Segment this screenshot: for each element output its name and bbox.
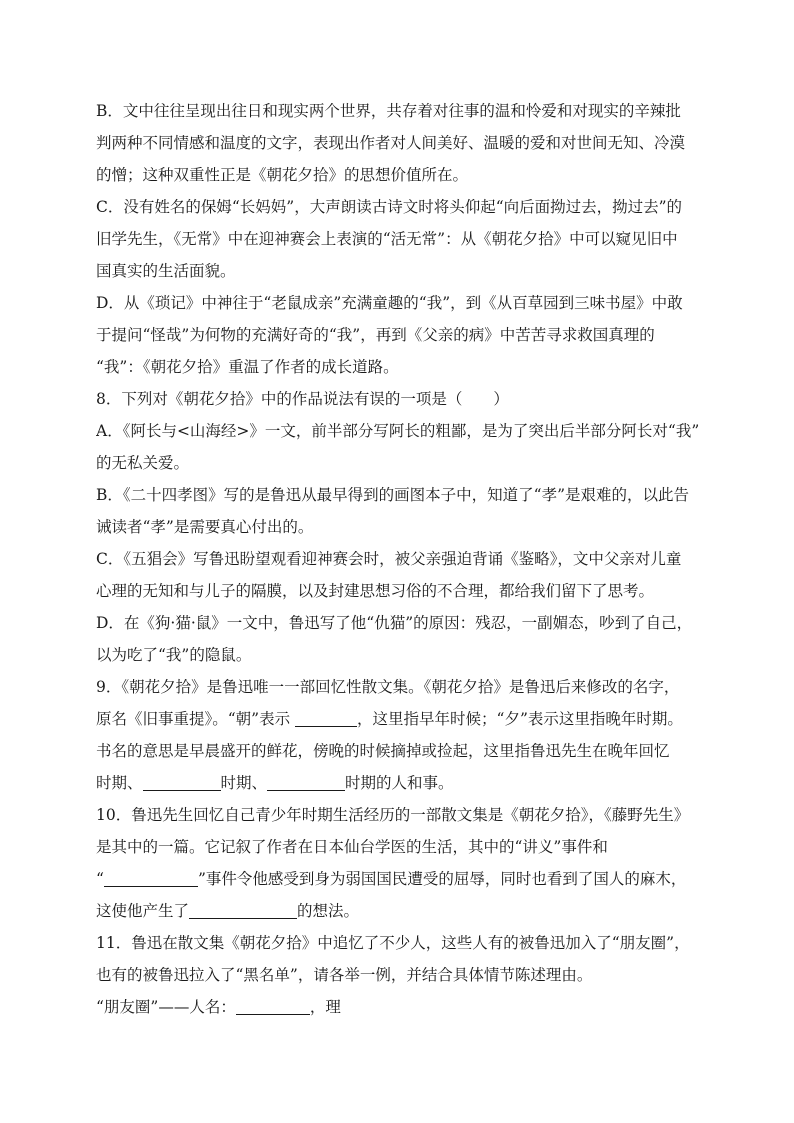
answer-blank[interactable]	[236, 996, 310, 1015]
text-line: B．《二十四孝图》写的是鲁迅从最早得到的画图本子中，知道了“孝”是艰难的，以此告	[96, 486, 689, 504]
answer-blank[interactable]	[104, 868, 198, 887]
question-11-line	[96, 991, 716, 1023]
text-line: 诫读者“孝”是需要真心付出的。	[96, 518, 314, 536]
question-9-line: 书名的意思是早晨盛开的鲜花，傍晚的时候摘掉或捡起，这里指鲁迅先生在晚年回忆	[96, 742, 670, 760]
question-11-stem: 11．鲁迅在散文集《朝花夕拾》中追忆了不少人，这些人有的被鲁迅加入了“朋友圈”，	[96, 934, 690, 952]
text-line: 于提问“怪哉”为何物的充满好奇的“我”，再到《父亲的病》中苦苦寻求救国真理的	[96, 326, 655, 344]
question-10-line: 是其中的一篇。它记叙了作者在日本仙台学医的生活，其中的“讲义”事件和	[96, 838, 608, 856]
text-segment: 这使他产生了	[96, 902, 190, 920]
text-segment: ，理	[309, 998, 341, 1016]
answer-blank[interactable]	[189, 900, 297, 919]
text-segment: 的想法。	[297, 902, 360, 920]
question-9-line	[96, 767, 716, 799]
text-line: 判两种不同情感和温度的文字，表现出作者对人间美好、温暖的爱和对世间无知、冷漠	[96, 134, 686, 152]
text-line: 以为吃了“我”的隐鼠。	[96, 646, 252, 664]
text-line: 心理的无知和与儿子的隔膜，以及封建思想习俗的不合理，都给我们留下了思考。	[96, 582, 655, 600]
answer-blank[interactable]	[267, 772, 345, 791]
question-9-stem: 9．《朝花夕拾》是鲁迅唯一一部回忆性散文集。《朝花夕拾》是鲁迅后来修改的名字，	[96, 678, 680, 696]
document-page	[96, 95, 716, 1023]
text-segment: 时期、	[96, 774, 143, 792]
text-segment: 时期的人和事。	[345, 774, 454, 792]
answer-blank[interactable]	[143, 772, 221, 791]
text-line: 的憎；这种双重性正是《朝花夕拾》的思想价值所在。	[96, 166, 469, 184]
question-8-stem: 8．下列对《朝花夕拾》中的作品说法有误的一项是（ ）	[96, 390, 509, 408]
question-10-line	[96, 863, 716, 895]
text-line: D．在《狗·猫·鼠》一文中，鲁迅写了他“仇猫”的原因：残忍，一副媚态，吵到了自己，	[96, 614, 693, 632]
question-10-line	[96, 895, 716, 927]
text-line: D．从《琐记》中神往于“老鼠成亲”充满童趣的“我”，到《从百草园到三味书屋》中敢	[96, 294, 683, 312]
text-line: C．《五猖会》写鲁迅盼望观看迎神赛会时，被父亲强迫背诵《鉴略》，文中父亲对儿童	[96, 550, 682, 568]
text-segment: “朋友圈”——人名：	[96, 998, 236, 1016]
text-line: 旧学先生，《无常》中在迎神赛会上表演的“活无常”：从《朝花夕拾》中可以窥见旧中	[96, 230, 678, 248]
text-segment: “	[96, 870, 104, 888]
question-10-stem: 10．鲁迅先生回忆自己青少年时期生活经历的一部散文集是《朝花夕拾》，《藤野先生》	[96, 806, 690, 824]
text-line: 的无私关爱。	[96, 454, 190, 472]
text-line: C．没有姓名的保姆“长妈妈”，大声朗读古诗文时将头仰起“向后面拗过去，拗过去”的	[96, 198, 683, 216]
question-11-line: 也有的被鲁迅拉入了“黑名单”，请各举一例，并结合具体情节陈述理由。	[96, 966, 593, 984]
text-line: 国真实的生活面貌。	[96, 262, 236, 280]
text-line: “我”：《朝花夕拾》重温了作者的成长道路。	[96, 358, 399, 376]
text-segment: ，这里指早年时候；“夕”表示这里指晚年时期。	[357, 710, 683, 728]
question-9-line	[96, 703, 716, 735]
text-segment: 原名《旧事重提》。“朝”表示	[96, 710, 296, 728]
text-line: A．《阿长与<山海经>》一文，前半部分写阿长的粗鄙，是为了突出后半部分阿长对“我”	[96, 422, 700, 440]
text-segment: ”事件令他感受到身为弱国国民遭受的屈辱，同时也看到了国人的麻木，	[197, 870, 687, 888]
text-line: B．文中往往呈现出往日和现实两个世界，共存着对往事的温和怜爱和对现实的辛辣批	[96, 102, 681, 120]
answer-blank[interactable]	[295, 708, 357, 727]
text-segment: 时期、	[220, 774, 268, 792]
